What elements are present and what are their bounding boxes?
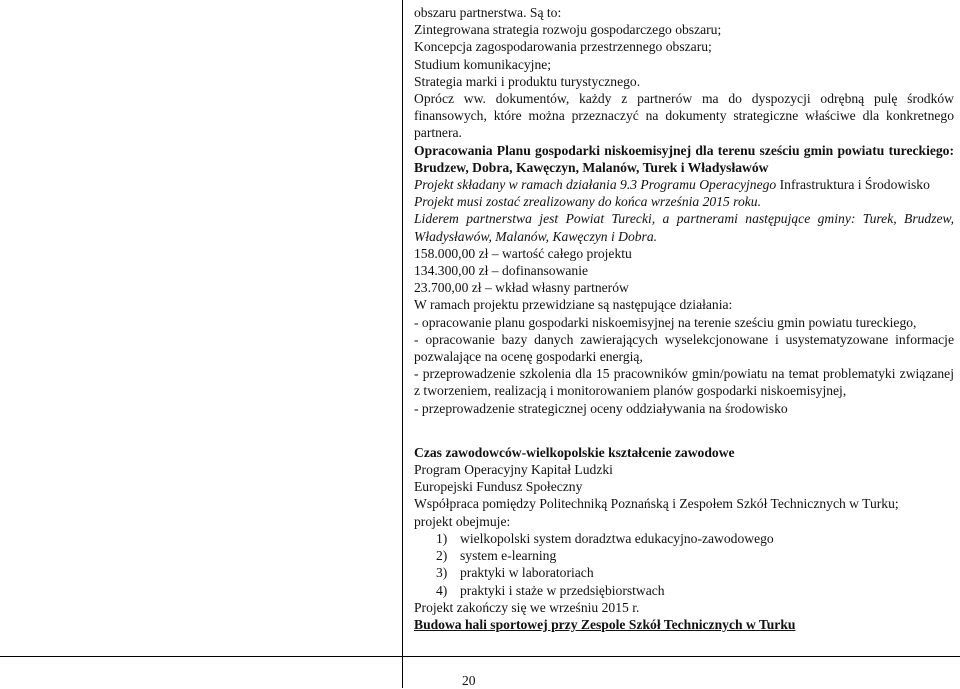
list-item-number: 4) <box>436 582 448 598</box>
project2-includes: projekt obejmuje: <box>414 513 511 529</box>
project2-list-item <box>414 547 954 564</box>
table-left-column <box>0 0 403 657</box>
project3-title: Budowa hali sportowej przy Zespole Szkół Technicznych w Turku <box>414 616 796 632</box>
list-item-text: praktyki w laboratoriach <box>460 565 594 581</box>
project2-list-item <box>414 582 954 599</box>
table-left-column-lower <box>0 656 403 688</box>
project2-list-item <box>414 530 954 547</box>
project1-action-2: - opracowanie bazy danych zawierających wyselekcjonowane i usystematyzowane informacje pozwalające na ocenę gospodarki energią, <box>414 331 954 365</box>
project2-cooperation: Współpraca pomiędzy Politechniką Poznańską i Zespołem Szkół Technicznych w Turku; <box>414 496 899 512</box>
project1-title: Opracowania Planu gospodarki niskoemisyjnej dla terenu sześciu gmin powiatu tureckiego: Brudzew, Dobra, Kawęczyn, Malanów, Turek i Władysławów <box>414 142 954 175</box>
intro-line-1: obszaru partnerstwa. Są to: <box>414 5 562 20</box>
list-item-text: wielkopolski system doradztwa edukacyjno-zawodowego <box>460 530 774 546</box>
project1-action-3: - przeprowadzenie szkolenia dla 15 pracowników gmin/powiatu na temat problematyki związanej z tworzeniem, realizacją i monitorowaniem planów gospodarki niskoemisyjnej, <box>414 366 954 399</box>
project2-programme: Program Operacyjny Kapitał Ludzki <box>414 462 613 478</box>
paragraph-gap-extra <box>414 434 954 444</box>
project1-own-contribution: 23.700,00 zł – wkład własny partnerów <box>414 280 629 296</box>
intro-paragraph: Oprócz ww. dokumentów, każdy z partnerów ma do dyspozycji odrębną pulę środków finansowych, które można przeznaczyć na dokumenty strategiczne właściwe dla konkretnego partnera. <box>414 91 954 141</box>
project1-actions-intro: W ramach projektu przewidziane są następujące działania: <box>414 297 733 313</box>
page-number: 20 <box>462 673 476 688</box>
intro-line-5: Strategia marki i produktu turystycznego. <box>414 73 641 89</box>
list-item-text: praktyki i staże w przedsiębiorstwach <box>460 582 665 598</box>
project1-action-4: - przeprowadzenie strategicznej oceny oddziaływania na środowisko <box>414 400 788 416</box>
project1-grant: 134.300,00 zł – dofinansowanie <box>414 263 589 279</box>
project2-end: Projekt zakończy się we wrześniu 2015 r. <box>414 599 640 615</box>
project1-deadline: Projekt musi zostać zrealizowany do końca września 2015 roku. <box>414 194 761 210</box>
intro-line-4: Studium komunikacyjne; <box>414 56 552 72</box>
project2-fund: Europejski Fundusz Społeczny <box>414 479 583 495</box>
project1-submitted-part-c: Infrastruktura i Środowisko <box>776 177 930 193</box>
project1-submitted <box>414 176 954 193</box>
project1-action-1: - opracowanie planu gospodarki niskoemisyjnej na terenie sześciu gmin powiatu tureckiego, <box>414 314 917 330</box>
document-content <box>414 4 954 633</box>
project1-submitted-part-b: Programu Operacyjnego <box>640 177 777 193</box>
intro-line-2: Zintegrowana strategia rozwoju gospodarczego obszaru; <box>414 22 722 38</box>
paragraph-gap <box>414 417 954 434</box>
project1-leader: Liderem partnerstwa jest Powiat Turecki, a partnerami następujące gminy: Turek, Brudzew, Władysławów, Malanów, Kawęczyn i Dobra. <box>414 211 954 244</box>
intro-line-3: Koncepcja zagospodarowania przestrzennego obszaru; <box>414 39 712 55</box>
list-item-number: 2) <box>436 548 448 564</box>
list-item-number: 1) <box>436 530 448 546</box>
project2-title: Czas zawodowców-wielkopolskie kształcenie zawodowe <box>414 444 735 460</box>
project1-value: 158.000,00 zł – wartość całego projektu <box>414 245 632 261</box>
project2-list-item <box>414 564 954 581</box>
project1-submitted-part-a: Projekt składany w ramach działania 9.3 <box>414 177 641 193</box>
table-row-divider <box>403 656 960 657</box>
list-item-number: 3) <box>436 565 448 581</box>
list-item-text: system e-learning <box>460 548 557 564</box>
